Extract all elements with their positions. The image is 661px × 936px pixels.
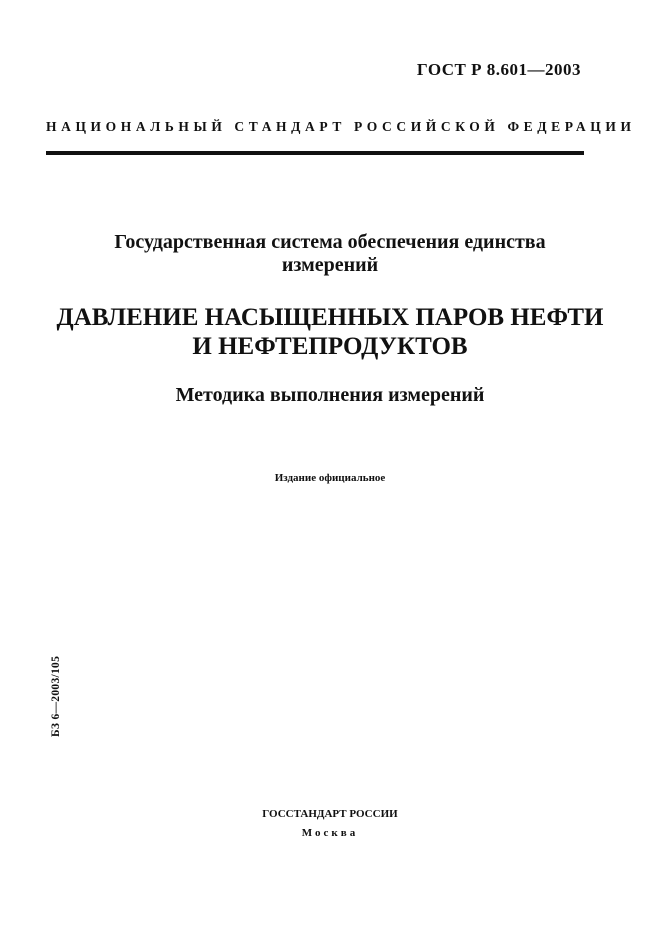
header-divider — [46, 151, 584, 155]
publisher: ГОССТАНДАРТ РОССИИ — [262, 808, 398, 820]
subtitle: Методика выполнения измерений — [175, 384, 485, 406]
series-title-line-2: измерений — [281, 254, 379, 276]
side-catalog-code: БЗ 6—2003/105 — [50, 655, 62, 737]
edition-note: Издание официальное — [274, 472, 386, 484]
standard-designation: ГОСТ Р 8.601—2003 — [416, 60, 581, 79]
publication-city: Москва — [301, 827, 359, 839]
national-standard-heading: НАЦИОНАЛЬНЫЙ СТАНДАРТ РОССИЙСКОЙ ФЕДЕРАЦИИ — [46, 119, 636, 134]
series-title — [40, 231, 620, 277]
main-title-line-1: ДАВЛЕНИЕ НАСЫЩЕННЫХ ПАРОВ НЕФТИ — [56, 304, 604, 331]
series-title-line-1: Государственная система обеспечения единства — [114, 231, 546, 253]
main-title-line-2: И НЕФТЕПРОДУКТОВ — [192, 333, 468, 360]
main-title — [20, 303, 640, 361]
